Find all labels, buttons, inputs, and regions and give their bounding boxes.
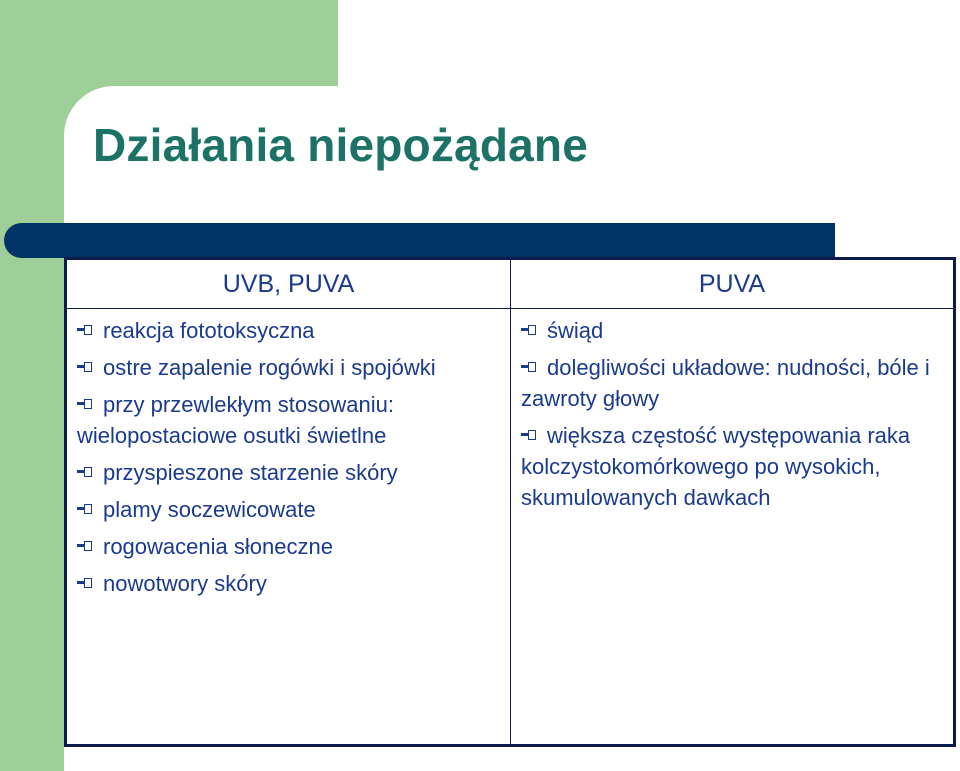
list-item: przy przewlekłym stosowaniu: wielopostaciowe osutki świetlne [77, 392, 394, 448]
side-effects-table [64, 257, 956, 747]
uvb-puva-cell [66, 309, 511, 746]
list-item: plamy soczewicowate [77, 494, 502, 525]
list-item: ostre zapalenie rogówki i spojówki [77, 352, 502, 383]
bullet-icon [77, 576, 91, 590]
navy-divider-bar [4, 223, 835, 258]
list-item: dolegliwości układowe: nudności, bóle i zawroty głowy [521, 355, 930, 411]
bullet-icon [521, 323, 535, 337]
puva-list [521, 315, 945, 513]
bullet-icon [77, 465, 91, 479]
table-header-row [66, 259, 955, 309]
bullet-icon [521, 428, 535, 442]
table-body-row [66, 309, 955, 746]
list-item: reakcja fototoksyczna [77, 315, 502, 346]
bullet-icon [77, 539, 91, 553]
list-item: przyspieszone starzenie skóry [77, 457, 502, 488]
list-item: nowotwory skóry [77, 568, 502, 599]
list-item: rogowacenia słoneczne [77, 531, 502, 562]
header-puva: PUVA [511, 259, 955, 309]
bullet-icon [77, 323, 91, 337]
slide-title: Działania niepożądane [93, 119, 588, 171]
list-item: większa częstość występowania raka kolczystokomórkowego po wysokich, skumulowanych dawkach [521, 423, 911, 510]
bullet-icon [521, 360, 535, 374]
header-uvb-puva: UVB, PUVA [66, 259, 511, 309]
bullet-icon [77, 397, 91, 411]
bullet-icon [77, 360, 91, 374]
uvb-puva-list [77, 315, 502, 599]
bullet-icon [77, 502, 91, 516]
puva-cell [511, 309, 955, 746]
list-item: świąd [521, 315, 945, 346]
